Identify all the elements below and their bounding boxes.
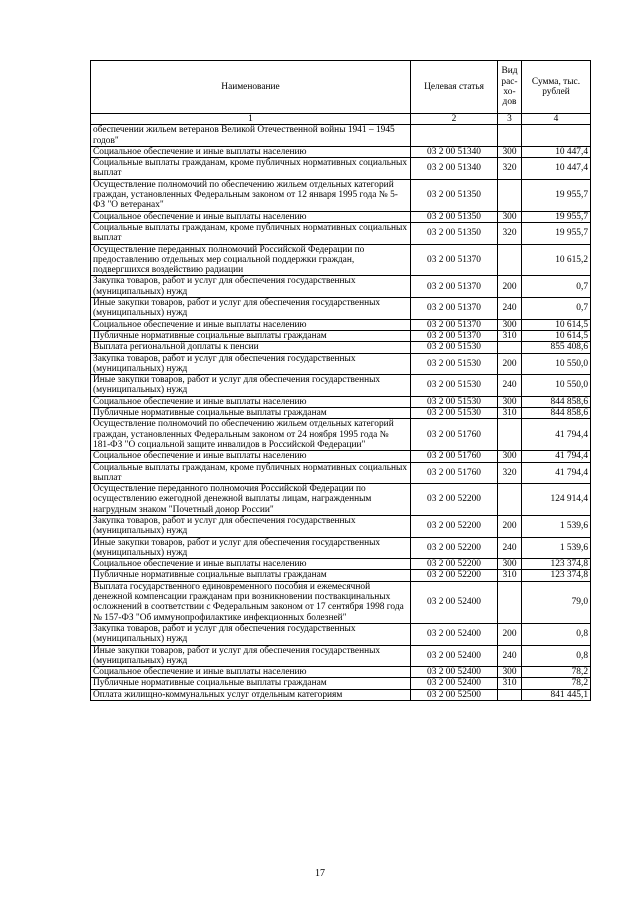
row-code-cell: 03 2 00 52200 [411, 559, 498, 570]
row-sum-cell: 78,2 [522, 667, 591, 678]
row-code-cell: 03 2 00 51370 [411, 244, 498, 276]
row-sum-cell: 123 374,8 [522, 559, 591, 570]
row-name-cell: Социальное обеспечение и иные выплаты населению [91, 559, 411, 570]
row-type-cell [498, 179, 522, 211]
row-name-cell: Иные закупки товаров, работ и услуг для обеспечения государственных (муниципальных) нужд [91, 298, 411, 320]
row-code-cell [411, 125, 498, 147]
row-name-cell: Закупка товаров, работ и услуг для обеспечения государственных (муниципальных) нужд [91, 623, 411, 645]
row-code-cell: 03 2 00 51340 [411, 158, 498, 180]
row-sum-cell: 10 614,5 [522, 330, 591, 341]
row-sum-cell: 0,8 [522, 623, 591, 645]
row-type-cell: 300 [498, 211, 522, 222]
row-name-cell: Иные закупки товаров, работ и услуг для обеспечения государственных (муниципальных) нужд [91, 645, 411, 667]
row-type-cell: 240 [498, 298, 522, 320]
row-type-cell: 300 [498, 451, 522, 462]
row-code-cell: 03 2 00 51370 [411, 319, 498, 330]
row-code-cell: 03 2 00 51350 [411, 179, 498, 211]
row-sum-cell: 1 539,6 [522, 537, 591, 559]
table-row [91, 396, 591, 407]
row-name-cell: Осуществление переданного полномочия Российской Федерации по осуществлению ежегодной денежной выплаты лицам, награжденным нагрудным знаком "Почетный донор России" [91, 484, 411, 516]
row-code-cell: 03 2 00 52200 [411, 570, 498, 581]
row-code-cell: 03 2 00 51530 [411, 375, 498, 397]
row-code-cell: 03 2 00 51760 [411, 419, 498, 451]
row-type-cell: 240 [498, 537, 522, 559]
row-type-cell [498, 342, 522, 353]
row-sum-cell: 0,7 [522, 276, 591, 298]
row-code-cell: 03 2 00 52400 [411, 678, 498, 689]
row-code-cell: 03 2 00 51350 [411, 222, 498, 244]
page-number: 17 [315, 868, 325, 879]
table-row [91, 570, 591, 581]
row-code-cell: 03 2 00 51760 [411, 451, 498, 462]
row-type-cell [498, 689, 522, 700]
row-sum-cell: 0,8 [522, 645, 591, 667]
row-code-cell: 03 2 00 52400 [411, 581, 498, 623]
header-code: Целевая статья [411, 61, 498, 114]
row-sum-cell: 79,0 [522, 581, 591, 623]
row-sum-cell: 10 550,0 [522, 353, 591, 375]
row-name-cell: Закупка товаров, работ и услуг для обеспечения государственных (муниципальных) нужд [91, 353, 411, 375]
row-code-cell: 03 2 00 52200 [411, 484, 498, 516]
column-number: 3 [498, 114, 522, 125]
table-row [91, 125, 591, 147]
column-number: 4 [522, 114, 591, 125]
row-type-cell: 320 [498, 158, 522, 180]
row-name-cell: Публичные нормативные социальные выплаты гражданам [91, 330, 411, 341]
row-type-cell: 200 [498, 623, 522, 645]
table-row [91, 276, 591, 298]
row-type-cell: 300 [498, 559, 522, 570]
row-type-cell: 310 [498, 570, 522, 581]
table-body [91, 125, 591, 701]
row-type-cell: 300 [498, 667, 522, 678]
row-code-cell: 03 2 00 51530 [411, 353, 498, 375]
row-name-cell: Осуществление переданных полномочий Российской Федерации по предоставлению отдельных мер социальной поддержки граждан, подвергшихся воздействию радиации [91, 244, 411, 276]
row-code-cell: 03 2 00 52500 [411, 689, 498, 700]
table-row [91, 222, 591, 244]
row-type-cell: 240 [498, 375, 522, 397]
row-code-cell: 03 2 00 52200 [411, 515, 498, 537]
header-sum: Сумма, тыс. рублей [522, 61, 591, 114]
budget-table [90, 60, 591, 701]
row-sum-cell: 123 374,8 [522, 570, 591, 581]
row-sum-cell: 41 794,4 [522, 451, 591, 462]
row-sum-cell: 41 794,4 [522, 462, 591, 484]
row-type-cell: 310 [498, 408, 522, 419]
row-type-cell: 320 [498, 462, 522, 484]
table-row [91, 353, 591, 375]
row-name-cell: Осуществление полномочий по обеспечению жильем отдельных категорий граждан, установленных Федеральным законом от 12 января 1995 года № 5-ФЗ "О ветеранах" [91, 179, 411, 211]
row-code-cell: 03 2 00 51370 [411, 276, 498, 298]
table-row [91, 559, 591, 570]
table-row [91, 667, 591, 678]
row-sum-cell: 855 408,6 [522, 342, 591, 353]
row-type-cell: 200 [498, 353, 522, 375]
row-type-cell: 320 [498, 222, 522, 244]
row-name-cell: Социальное обеспечение и иные выплаты населению [91, 667, 411, 678]
row-name-cell: Социальное обеспечение и иные выплаты населению [91, 451, 411, 462]
row-type-cell: 310 [498, 678, 522, 689]
row-type-cell [498, 581, 522, 623]
table-row [91, 179, 591, 211]
table-row [91, 451, 591, 462]
row-sum-cell: 1 539,6 [522, 515, 591, 537]
header-name: Наименование [91, 61, 411, 114]
row-code-cell: 03 2 00 51340 [411, 146, 498, 157]
row-code-cell: 03 2 00 52200 [411, 537, 498, 559]
row-sum-cell: 10 447,4 [522, 146, 591, 157]
row-name-cell: Публичные нормативные социальные выплаты гражданам [91, 408, 411, 419]
row-code-cell: 03 2 00 51530 [411, 396, 498, 407]
row-name-cell: Оплата жилищно-коммунальных услуг отдельным категориям [91, 689, 411, 700]
column-number-row [91, 114, 591, 125]
row-name-cell: Иные закупки товаров, работ и услуг для обеспечения государственных (муниципальных) нужд [91, 537, 411, 559]
row-type-cell: 200 [498, 276, 522, 298]
row-sum-cell [522, 125, 591, 147]
row-name-cell: Публичные нормативные социальные выплаты гражданам [91, 570, 411, 581]
table-row [91, 244, 591, 276]
table-row [91, 645, 591, 667]
row-sum-cell: 10 550,0 [522, 375, 591, 397]
row-name-cell: Выплата региональной доплаты к пенсии [91, 342, 411, 353]
row-name-cell: Социальное обеспечение и иные выплаты населению [91, 319, 411, 330]
row-code-cell: 03 2 00 51370 [411, 298, 498, 320]
row-type-cell [498, 484, 522, 516]
table-row [91, 211, 591, 222]
row-sum-cell: 19 955,7 [522, 179, 591, 211]
table-row [91, 342, 591, 353]
row-code-cell: 03 2 00 51530 [411, 408, 498, 419]
row-sum-cell: 844 858,6 [522, 396, 591, 407]
table-row [91, 146, 591, 157]
table-row [91, 330, 591, 341]
row-sum-cell: 841 445,1 [522, 689, 591, 700]
row-type-cell [498, 125, 522, 147]
table-row [91, 158, 591, 180]
row-type-cell: 200 [498, 515, 522, 537]
row-sum-cell: 10 615,2 [522, 244, 591, 276]
row-name-cell: Социальные выплаты гражданам, кроме публичных нормативных социальных выплат [91, 158, 411, 180]
row-name-cell: Закупка товаров, работ и услуг для обеспечения государственных (муниципальных) нужд [91, 276, 411, 298]
table-row [91, 462, 591, 484]
row-type-cell: 300 [498, 146, 522, 157]
row-type-cell: 240 [498, 645, 522, 667]
column-number: 2 [411, 114, 498, 125]
table-row [91, 419, 591, 451]
table-row [91, 623, 591, 645]
row-code-cell: 03 2 00 51350 [411, 211, 498, 222]
table-row [91, 298, 591, 320]
row-type-cell: 310 [498, 330, 522, 341]
table-row [91, 581, 591, 623]
row-name-cell: Социальные выплаты гражданам, кроме публичных нормативных социальных выплат [91, 462, 411, 484]
table-row [91, 484, 591, 516]
row-sum-cell: 0,7 [522, 298, 591, 320]
row-type-cell [498, 419, 522, 451]
table-row [91, 537, 591, 559]
row-sum-cell: 844 858,6 [522, 408, 591, 419]
row-sum-cell: 41 794,4 [522, 419, 591, 451]
row-name-cell: обеспечении жильем ветеранов Великой Отечественной войны 1941 – 1945 годов" [91, 125, 411, 147]
header-row [91, 61, 591, 114]
row-name-cell: Социальное обеспечение и иные выплаты населению [91, 396, 411, 407]
row-code-cell: 03 2 00 51530 [411, 342, 498, 353]
row-type-cell [498, 244, 522, 276]
row-type-cell: 300 [498, 319, 522, 330]
row-sum-cell: 78,2 [522, 678, 591, 689]
row-sum-cell: 10 614,5 [522, 319, 591, 330]
row-name-cell: Социальное обеспечение и иные выплаты населению [91, 211, 411, 222]
table-row [91, 375, 591, 397]
row-type-cell: 300 [498, 396, 522, 407]
header-type: Вид рас-хо-дов [498, 61, 522, 114]
row-name-cell: Публичные нормативные социальные выплаты гражданам [91, 678, 411, 689]
row-code-cell: 03 2 00 52400 [411, 623, 498, 645]
row-name-cell: Социальные выплаты гражданам, кроме публичных нормативных социальных выплат [91, 222, 411, 244]
column-number: 1 [91, 114, 411, 125]
row-code-cell: 03 2 00 52400 [411, 667, 498, 678]
table-row [91, 689, 591, 700]
row-name-cell: Выплата государственного единовременного пособия и ежемесячной денежной компенсации гражданам при возникновении поствакцинальных осложнений в соответствии с Федеральным законом от 17 сентября 1998 года № 157-ФЗ "Об иммунопрофилактике инфекционных болезней" [91, 581, 411, 623]
row-name-cell: Социальное обеспечение и иные выплаты населению [91, 146, 411, 157]
row-sum-cell: 10 447,4 [522, 158, 591, 180]
row-name-cell: Осуществление полномочий по обеспечению жильем отдельных категорий граждан, установленных Федеральным законом от 24 ноября 1995 года № 181-ФЗ "О социальной защите инвалидов в Российской Федерации" [91, 419, 411, 451]
table-row [91, 678, 591, 689]
row-code-cell: 03 2 00 52400 [411, 645, 498, 667]
row-name-cell: Иные закупки товаров, работ и услуг для обеспечения государственных (муниципальных) нужд [91, 375, 411, 397]
row-sum-cell: 19 955,7 [522, 211, 591, 222]
row-code-cell: 03 2 00 51370 [411, 330, 498, 341]
row-code-cell: 03 2 00 51760 [411, 462, 498, 484]
table-row [91, 319, 591, 330]
table-row [91, 515, 591, 537]
row-sum-cell: 19 955,7 [522, 222, 591, 244]
table-row [91, 408, 591, 419]
row-sum-cell: 124 914,4 [522, 484, 591, 516]
row-name-cell: Закупка товаров, работ и услуг для обеспечения государственных (муниципальных) нужд [91, 515, 411, 537]
